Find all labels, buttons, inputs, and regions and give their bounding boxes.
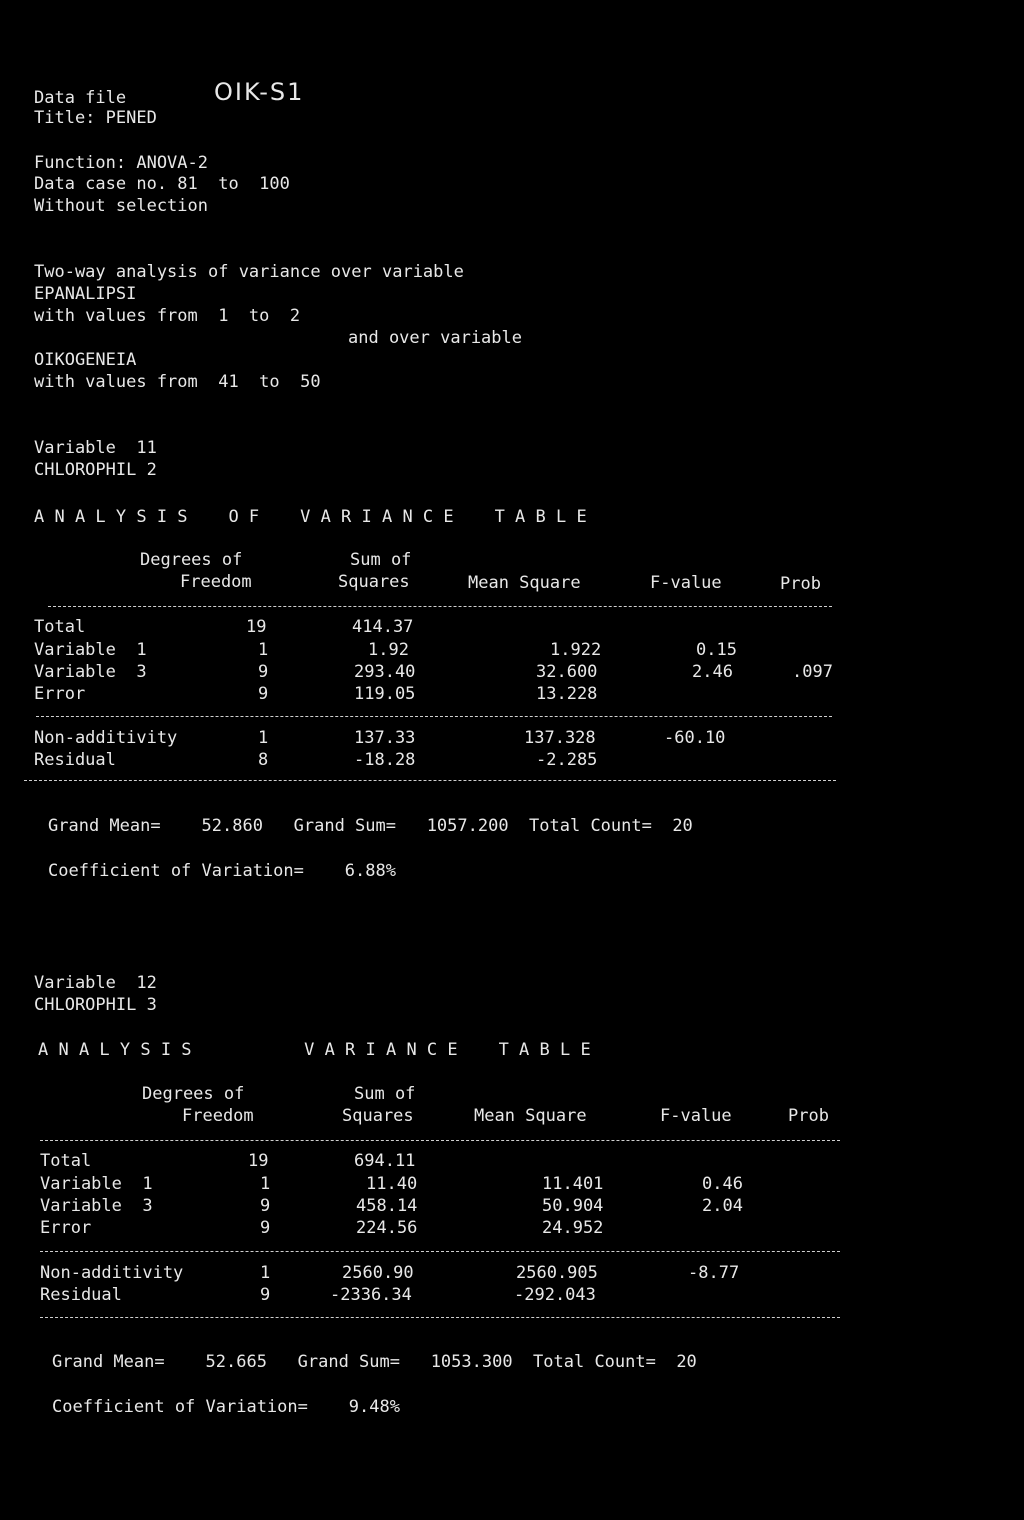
row-f: 2.46 bbox=[692, 662, 733, 682]
divider bbox=[40, 1140, 840, 1141]
data-file-label: Data file bbox=[34, 88, 127, 108]
row-label: Total bbox=[40, 1151, 92, 1171]
col-header-dof: Degrees of bbox=[140, 550, 243, 570]
grand-summary: Grand Mean= 52.860 Grand Sum= 1057.200 Total Count= 20 bbox=[48, 816, 693, 836]
row-ms: 32.600 bbox=[536, 662, 598, 682]
col-header-ms: Mean Square bbox=[474, 1106, 587, 1126]
row-ss: 11.40 bbox=[366, 1174, 418, 1194]
desc-line-3: with values from 1 to 2 bbox=[34, 306, 301, 326]
grand-summary: Grand Mean= 52.665 Grand Sum= 1053.300 Total Count= 20 bbox=[52, 1352, 697, 1372]
row-df: 1 bbox=[258, 640, 269, 660]
col-header-freedom: Freedom bbox=[182, 1106, 254, 1126]
row-label: Error bbox=[40, 1218, 92, 1238]
desc-line-2: EPANALIPSI bbox=[34, 284, 137, 304]
row-label: Non-additivity bbox=[34, 728, 178, 748]
row-ms: 1.922 bbox=[550, 640, 602, 660]
row-f: 2.04 bbox=[702, 1196, 743, 1216]
desc-line-1: Two-way analysis of variance over variable bbox=[34, 262, 464, 282]
row-df: 19 bbox=[246, 617, 267, 637]
col-header-dof: Degrees of bbox=[142, 1084, 245, 1104]
row-label: Error bbox=[34, 684, 86, 704]
variable-number: Variable 11 bbox=[34, 438, 157, 458]
report-title: Title: PENED bbox=[34, 108, 157, 128]
row-ms: 50.904 bbox=[542, 1196, 604, 1216]
col-header-prob: Prob bbox=[780, 574, 821, 594]
row-df: 19 bbox=[248, 1151, 269, 1171]
row-df: 9 bbox=[260, 1196, 271, 1216]
row-ss: 1.92 bbox=[368, 640, 409, 660]
table-heading: A N A L Y S I S O F V A R I A N C E T A B L E bbox=[34, 507, 587, 527]
col-header-ms: Mean Square bbox=[468, 573, 581, 593]
col-header-f: F-value bbox=[660, 1106, 732, 1126]
divider bbox=[48, 606, 832, 607]
row-ss: 694.11 bbox=[354, 1151, 416, 1171]
desc-line-6: with values from 41 to 50 bbox=[34, 372, 321, 392]
row-prob: .097 bbox=[792, 662, 833, 682]
col-header-squares: Squares bbox=[342, 1106, 414, 1126]
row-ss: -2336.34 bbox=[330, 1285, 412, 1305]
row-df: 1 bbox=[258, 728, 269, 748]
row-ms: 137.328 bbox=[524, 728, 596, 748]
row-label: Residual bbox=[40, 1285, 122, 1305]
row-ss: 119.05 bbox=[354, 684, 416, 704]
col-header-f: F-value bbox=[650, 573, 722, 593]
row-f: 0.15 bbox=[696, 640, 737, 660]
function-line: Function: ANOVA-2 bbox=[34, 153, 208, 173]
row-f: 0.46 bbox=[702, 1174, 743, 1194]
row-ss: 2560.90 bbox=[342, 1263, 414, 1283]
row-ss: 293.40 bbox=[354, 662, 416, 682]
row-ss: 137.33 bbox=[354, 728, 416, 748]
row-label: Total bbox=[34, 617, 86, 637]
desc-line-4: and over variable bbox=[348, 328, 522, 348]
row-ss: -18.28 bbox=[354, 750, 416, 770]
row-label: Variable 1 bbox=[34, 640, 147, 660]
row-df: 8 bbox=[258, 750, 269, 770]
row-ms: -2.285 bbox=[536, 750, 598, 770]
row-df: 9 bbox=[260, 1285, 271, 1305]
divider bbox=[36, 716, 832, 717]
coefficient-of-variation: Coefficient of Variation= 9.48% bbox=[52, 1397, 400, 1417]
row-df: 9 bbox=[260, 1218, 271, 1238]
variable-name: CHLOROPHIL 2 bbox=[34, 460, 157, 480]
selection-line: Without selection bbox=[34, 196, 208, 216]
row-ms: 2560.905 bbox=[516, 1263, 598, 1283]
row-ms: 13.228 bbox=[536, 684, 598, 704]
coefficient-of-variation: Coefficient of Variation= 6.88% bbox=[48, 861, 396, 881]
data-case-line: Data case no. 81 to 100 bbox=[34, 174, 290, 194]
row-ss: 224.56 bbox=[356, 1218, 418, 1238]
row-ms: -292.043 bbox=[514, 1285, 596, 1305]
col-header-freedom: Freedom bbox=[180, 572, 252, 592]
row-ms: 11.401 bbox=[542, 1174, 604, 1194]
col-header-ss: Sum of bbox=[350, 550, 412, 570]
row-df: 9 bbox=[258, 684, 269, 704]
row-f: -8.77 bbox=[688, 1263, 740, 1283]
row-df: 1 bbox=[260, 1174, 271, 1194]
variable-number: Variable 12 bbox=[34, 973, 157, 993]
table-heading: A N A L Y S I S V A R I A N C E T A B L E bbox=[38, 1040, 591, 1060]
row-ss: 414.37 bbox=[352, 617, 414, 637]
col-header-squares: Squares bbox=[338, 572, 410, 592]
data-file-name: OIK-S1 bbox=[214, 78, 305, 106]
row-label: Residual bbox=[34, 750, 116, 770]
divider bbox=[40, 1317, 840, 1318]
divider bbox=[24, 780, 836, 781]
row-f: -60.10 bbox=[664, 728, 726, 748]
row-label: Non-additivity bbox=[40, 1263, 184, 1283]
row-label: Variable 3 bbox=[40, 1196, 153, 1216]
row-ms: 24.952 bbox=[542, 1218, 604, 1238]
row-df: 1 bbox=[260, 1263, 271, 1283]
divider bbox=[40, 1251, 840, 1252]
col-header-ss: Sum of bbox=[354, 1084, 416, 1104]
row-label: Variable 1 bbox=[40, 1174, 153, 1194]
col-header-prob: Prob bbox=[788, 1106, 829, 1126]
row-df: 9 bbox=[258, 662, 269, 682]
row-ss: 458.14 bbox=[356, 1196, 418, 1216]
desc-line-5: OIKOGENEIA bbox=[34, 350, 137, 370]
row-label: Variable 3 bbox=[34, 662, 147, 682]
variable-name: CHLOROPHIL 3 bbox=[34, 995, 157, 1015]
